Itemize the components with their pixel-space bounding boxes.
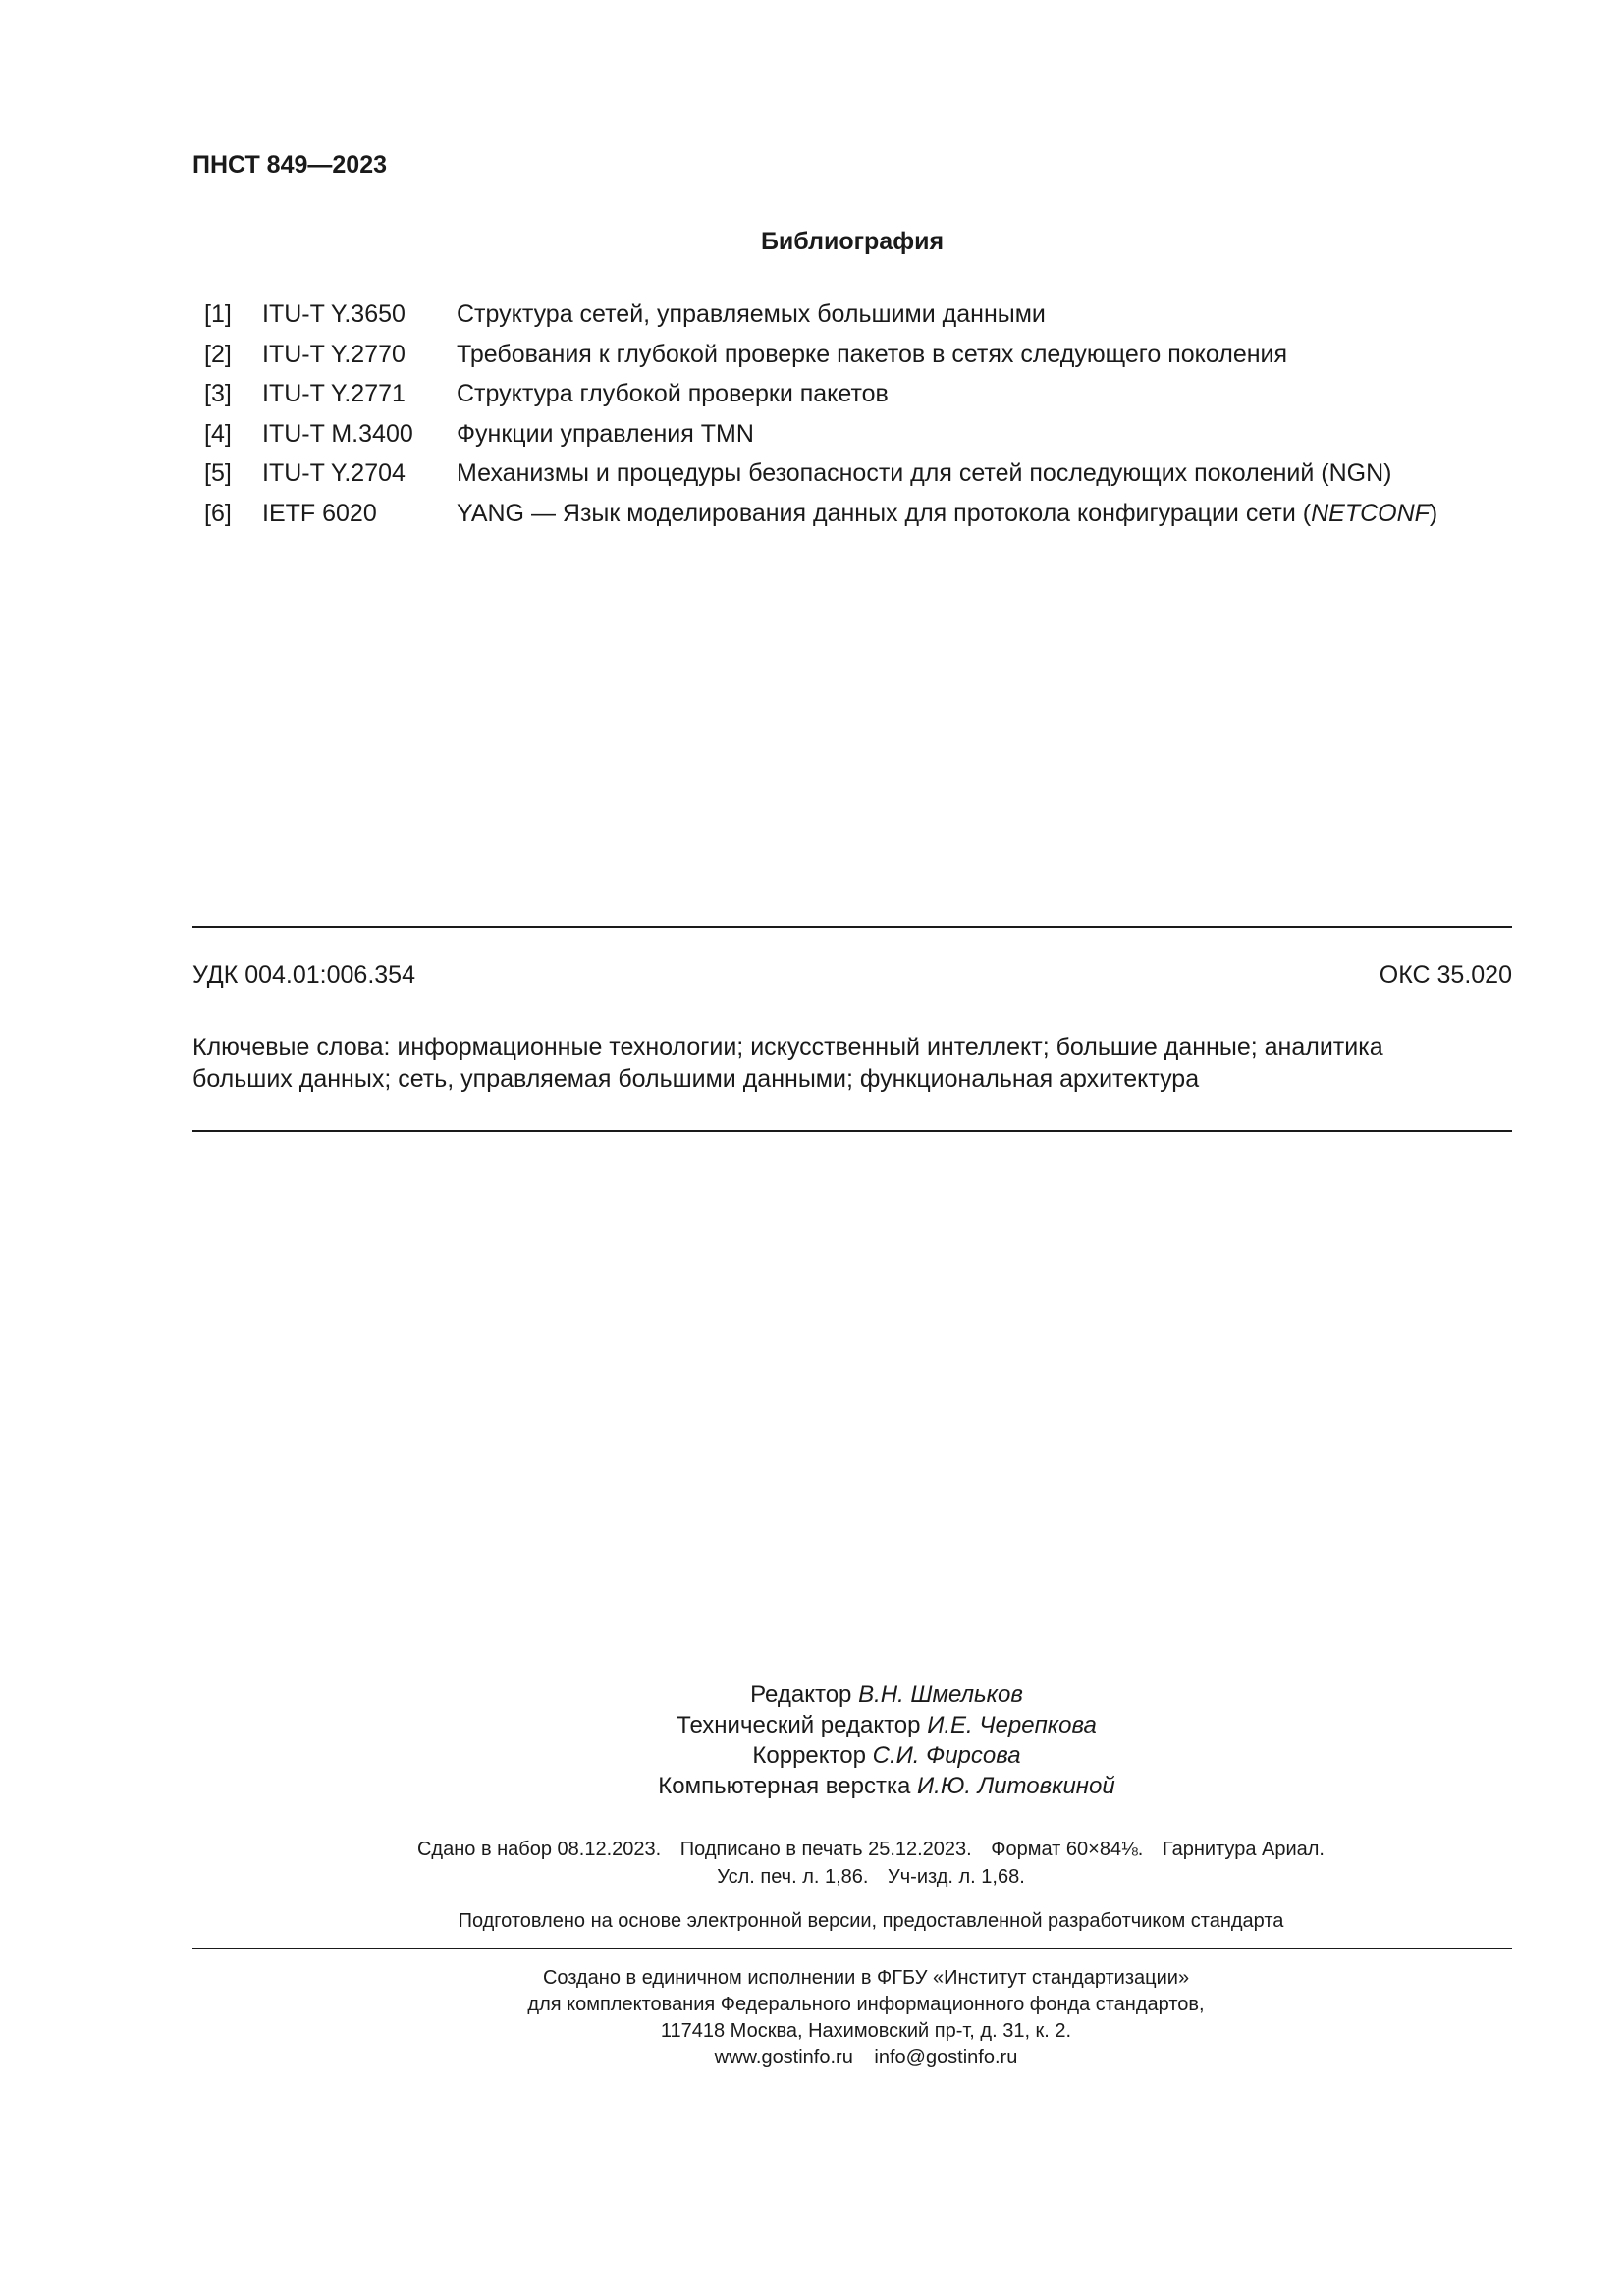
entry-title-text-end: ) [1429, 499, 1438, 527]
entry-number: [4] [204, 419, 232, 448]
prepared-note: Подготовлено на основе электронной версии, предоставленной разработчиком стандарта [458, 1910, 1284, 1932]
entry-code: ITU-T Y.2704 [262, 459, 406, 487]
typeface: Гарнитура Ариал. [1162, 1839, 1325, 1860]
website-link[interactable]: www.gostinfo.ru [714, 2047, 853, 2068]
bibliography-entry [192, 339, 1512, 379]
entry-code: IETF 6020 [262, 499, 377, 527]
publisher-line: для комплектования Федерального информационного фонда стандартов, [527, 1994, 1205, 2015]
publisher-line: Создано в единичном исполнении в ФГБУ «Институт стандартизации» [542, 1967, 1190, 1989]
entry-title [457, 498, 1437, 530]
bibliography-entry [192, 378, 1512, 418]
credit-layout [192, 1771, 1512, 1801]
credit-name: И.Ю. Литовкиной [917, 1773, 1115, 1799]
bibliography-list [192, 298, 1512, 537]
entry-number: [2] [204, 340, 232, 368]
entry-title-text: YANG — Язык моделирования данных для протокола конфигурации сети ( [457, 499, 1312, 527]
entry-code: ITU-T Y.2771 [262, 380, 406, 407]
signed-date: Подписано в печать 25.12.2023. [679, 1839, 972, 1860]
credit-role: Компьютерная верстка [658, 1773, 911, 1799]
bibliography-entry [192, 457, 1512, 498]
entry-title: Функции управления TMN [457, 419, 754, 448]
paper-format: Формат 60×84⅛. [991, 1839, 1144, 1860]
publisher-block [192, 1965, 1512, 2071]
submitted-date: Сдано в набор 08.12.2023. [416, 1839, 662, 1860]
bibliography-entry [192, 418, 1512, 458]
credit-editor [192, 1680, 1512, 1710]
document-page [192, 0, 1512, 2296]
entry-code: ITU-T Y.3650 [262, 300, 406, 328]
print-info-line [230, 1836, 1512, 1863]
keywords-line: Ключевые слова: информационные технологии; искусственный интеллект; большие данные; аналитика [192, 1034, 1383, 1061]
credit-role: Редактор [750, 1682, 852, 1708]
printed-sheets: Усл. печ. л. 1,86. [717, 1866, 869, 1888]
entry-number: [1] [204, 300, 232, 328]
credit-proofreader [192, 1740, 1512, 1771]
document-code: ПНСТ 849—2023 [192, 151, 387, 179]
credits-block [192, 1680, 1512, 1801]
divider-bottom [192, 1948, 1512, 1949]
keywords-block [192, 1032, 1512, 1095]
entry-title: Структура сетей, управляемых большими данными [457, 300, 1046, 328]
print-info-line [230, 1863, 1512, 1891]
credit-name: И.Е. Черепкова [927, 1712, 1097, 1738]
divider-top [192, 926, 1512, 928]
publisher-address: 117418 Москва, Нахимовский пр-т, д. 31, к. 2. [660, 2020, 1072, 2042]
credit-name: С.И. Фирсова [872, 1742, 1021, 1769]
credit-name: В.Н. Шмельков [858, 1682, 1023, 1708]
bibliography-entry [192, 498, 1512, 538]
entry-title: Структура глубокой проверки пакетов [457, 380, 889, 407]
credit-role: Технический редактор [677, 1712, 921, 1738]
bibliography-title: Библиография [760, 228, 945, 255]
entry-code: ITU-T Y.2770 [262, 340, 406, 368]
entry-title-emphasis: NETCONF [1311, 499, 1430, 527]
email-link[interactable]: info@gostinfo.ru [874, 2047, 1018, 2068]
entry-title: Требования к глубокой проверке пакетов в сетях следующего поколения [457, 340, 1288, 368]
entry-number: [3] [204, 380, 232, 407]
credit-role: Корректор [752, 1742, 866, 1769]
entry-number: [5] [204, 459, 232, 487]
oks-code: ОКС 35.020 [1379, 961, 1512, 988]
divider-middle [192, 1130, 1512, 1132]
entry-code: ITU-T M.3400 [262, 419, 413, 448]
publisher-contacts [220, 2045, 1512, 2071]
print-info [192, 1836, 1512, 1891]
entry-title: Механизмы и процедуры безопасности для сетей последующих поколений (NGN) [457, 459, 1392, 487]
udc-code: УДК 004.01:006.354 [192, 961, 415, 988]
edition-sheets: Уч-изд. л. 1,68. [888, 1866, 1025, 1888]
credit-tech-editor [192, 1710, 1512, 1740]
bibliography-entry [192, 298, 1512, 339]
entry-number: [6] [204, 499, 232, 527]
keywords-line: больших данных; сеть, управляемая большими данными; функциональная архитектура [192, 1065, 1200, 1093]
